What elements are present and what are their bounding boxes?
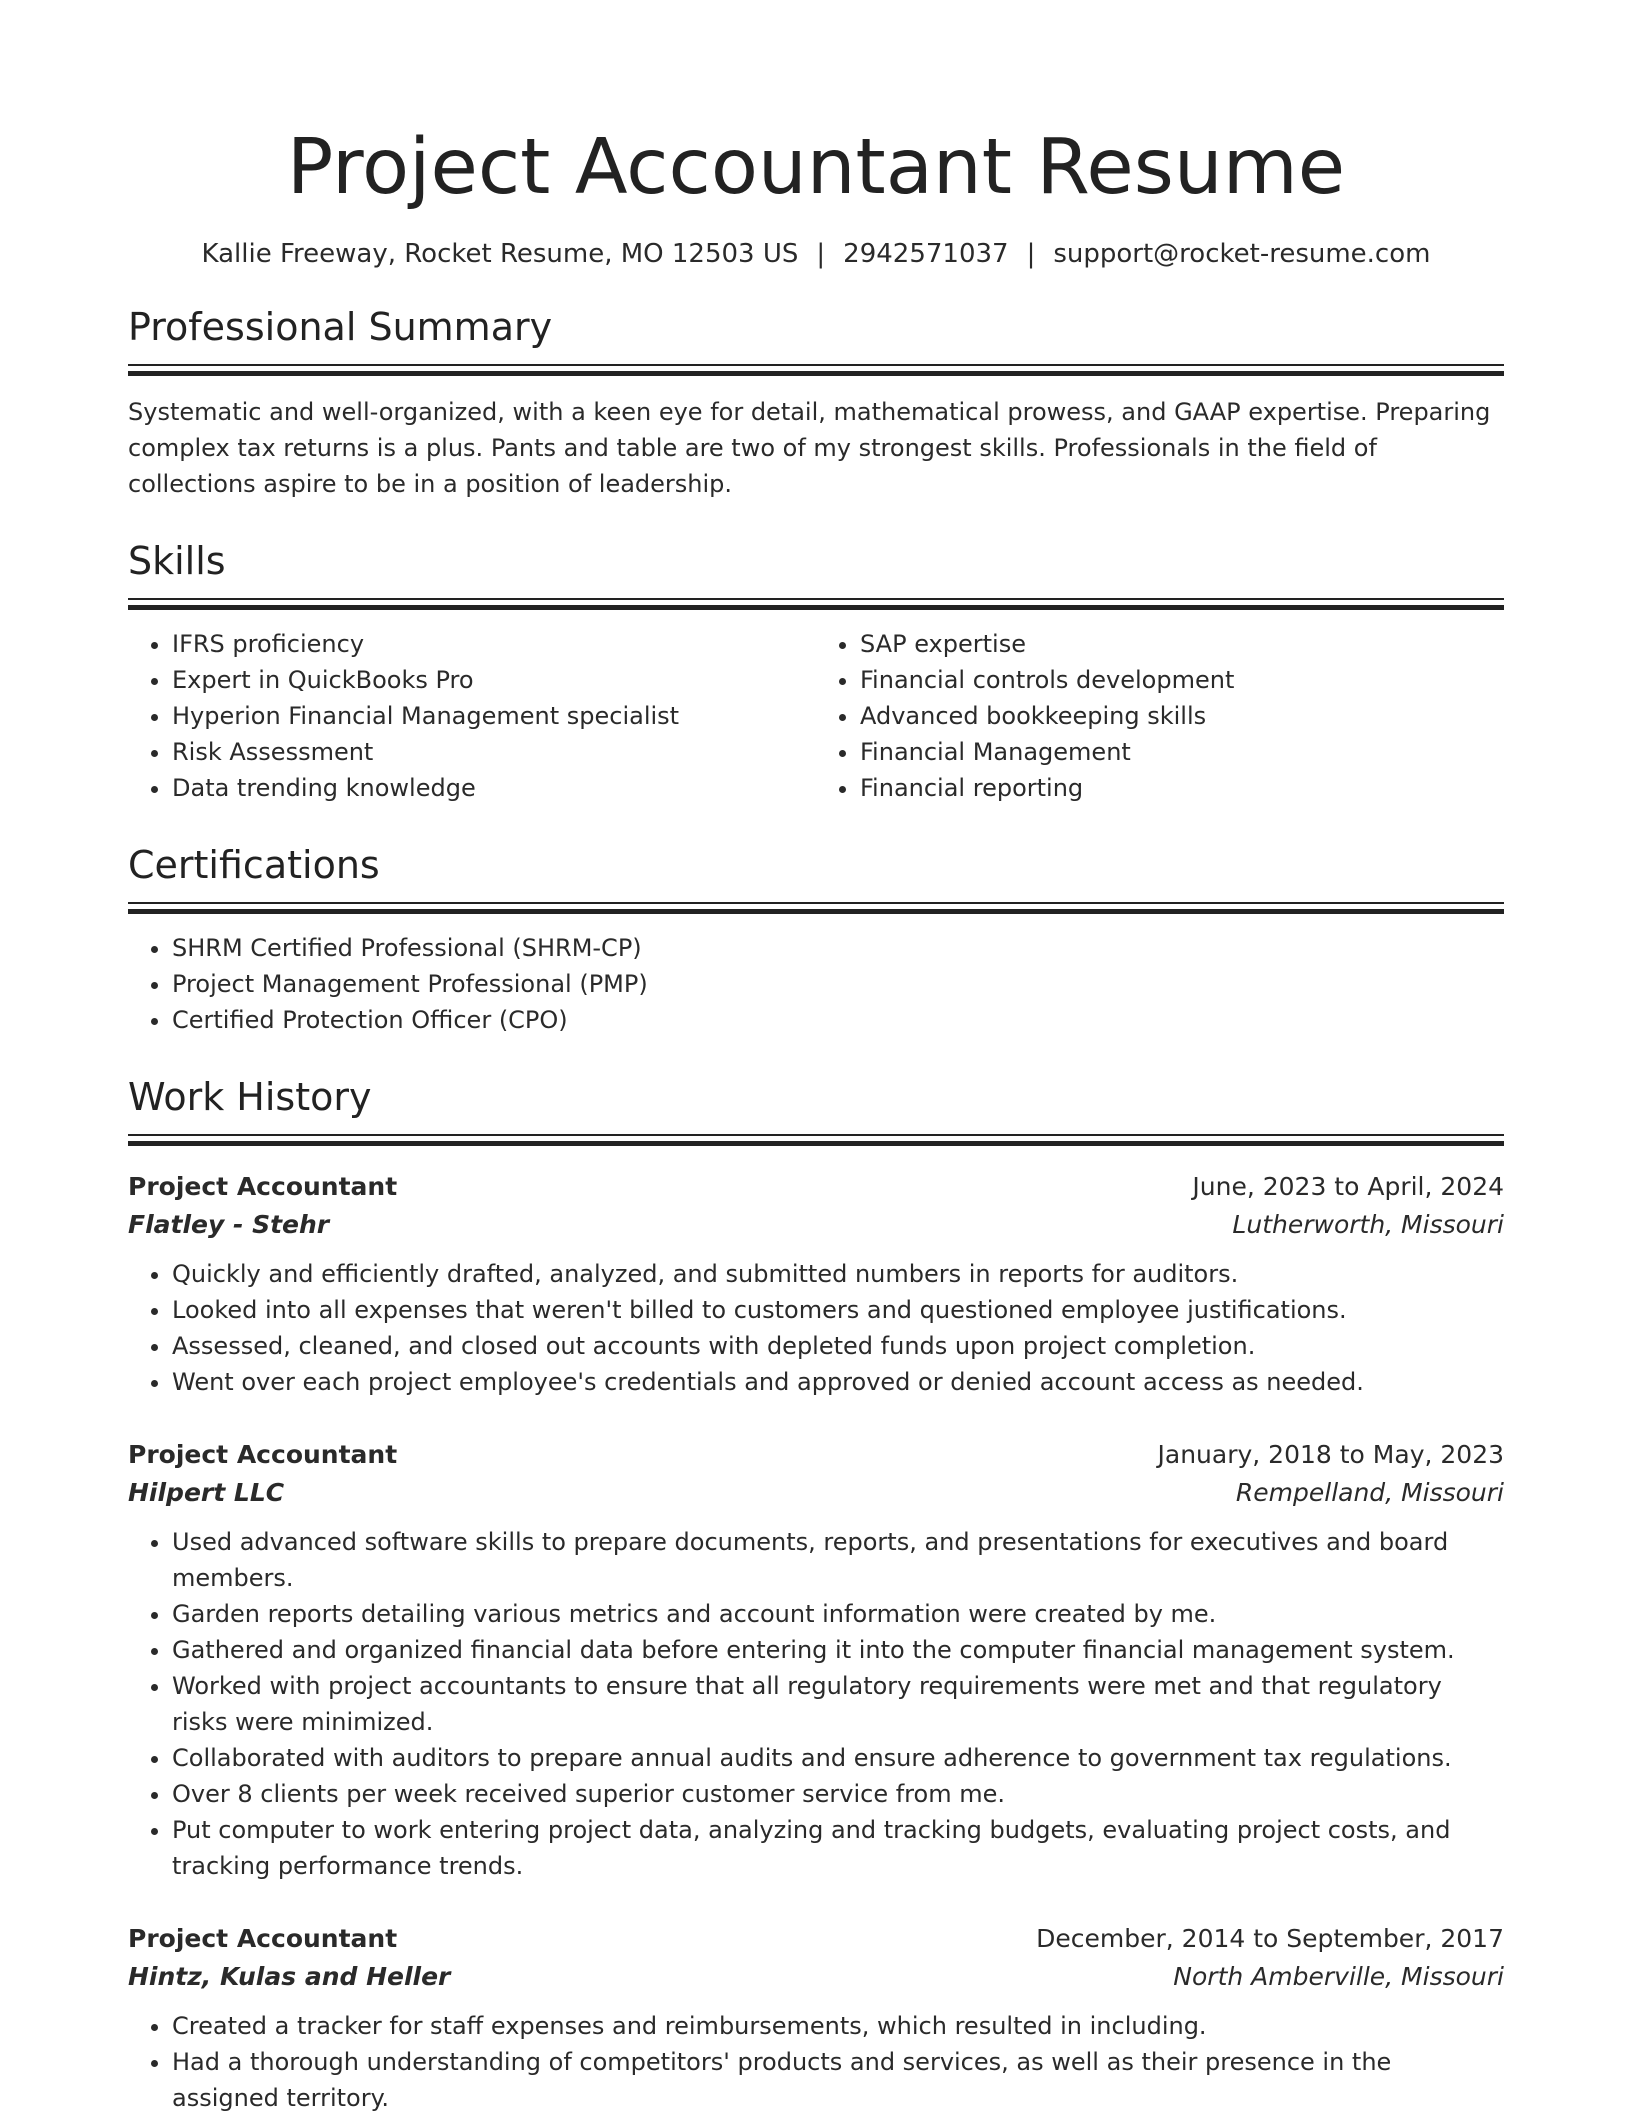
skills-grid xyxy=(128,626,1504,806)
job-title: Project Accountant xyxy=(128,1172,398,1201)
skill-item: • Data trending knowledge xyxy=(172,770,816,806)
job-bullet: • Looked into all expenses that weren't billed to customers and questioned employee justifications. xyxy=(172,1292,1504,1328)
job-dates: June, 2023 to April, 2024 xyxy=(1192,1172,1504,1201)
job-bullet: • Over 8 clients per week received superior customer service from me. xyxy=(172,1776,1504,1812)
skill-item: • Financial controls development xyxy=(860,662,1504,698)
job-header-row xyxy=(128,1168,1504,1206)
job-entry xyxy=(128,1436,1504,1884)
job-header-row xyxy=(128,1436,1504,1474)
skills-section xyxy=(128,536,1504,806)
section-divider xyxy=(128,598,1504,610)
section-divider xyxy=(128,902,1504,914)
job-dates: December, 2014 to September, 2017 xyxy=(1036,1924,1504,1953)
skill-item: • IFRS proficiency xyxy=(172,626,816,662)
job-location: Rempelland, Missouri xyxy=(1235,1478,1504,1507)
certification-item: • Project Management Professional (PMP) xyxy=(172,966,1504,1002)
job-bullet: • Garden reports detailing various metrics and account information were created by me. xyxy=(172,1596,1504,1632)
job-title: Project Accountant xyxy=(128,1924,398,1953)
section-heading-summary: Professional Summary xyxy=(128,305,553,349)
section-heading-work-history: Work History xyxy=(128,1075,372,1119)
section-divider xyxy=(128,1134,1504,1146)
skill-item: • Advanced bookkeeping skills xyxy=(860,698,1504,734)
summary-text: Systematic and well-organized, with a keen eye for detail, mathematical prowess, and GAAP expertise. Preparing complex tax returns is a plus. Pants and table are two of my strongest skills. Professionals in the field of collections aspire to be in a position of leadership. xyxy=(128,398,1491,498)
section-divider xyxy=(128,364,1504,376)
job-company-row xyxy=(128,1958,1504,1996)
job-company-row xyxy=(128,1206,1504,1244)
summary-section xyxy=(128,302,1504,502)
certification-item: • SHRM Certified Professional (SHRM-CP) xyxy=(172,930,1504,966)
job-company: Hilpert LLC xyxy=(128,1478,285,1507)
job-bullet: • Gathered and organized financial data before entering it into the computer financial management system. xyxy=(172,1632,1504,1668)
job-bullets xyxy=(128,1524,1504,1884)
skill-item: • Expert in QuickBooks Pro xyxy=(172,662,816,698)
job-title: Project Accountant xyxy=(128,1440,398,1469)
resume-title: Project Accountant Resume xyxy=(286,123,1346,212)
job-bullet: • Worked with project accountants to ensure that all regulatory requirements were met and that regulatory risks were minimized. xyxy=(172,1668,1504,1740)
work-history-section xyxy=(128,1072,1504,2116)
job-location: Lutherworth, Missouri xyxy=(1232,1210,1504,1239)
job-company-row xyxy=(128,1474,1504,1512)
job-entry xyxy=(128,1920,1504,2116)
section-heading-certifications: Certifications xyxy=(128,843,380,887)
skill-item: • Hyperion Financial Management specialist xyxy=(172,698,816,734)
certifications-list xyxy=(128,930,1504,1038)
section-heading-skills: Skills xyxy=(128,539,226,583)
job-bullet: • Went over each project employee's credentials and approved or denied account access as needed. xyxy=(172,1364,1504,1400)
job-bullet: • Put computer to work entering project data, analyzing and tracking budgets, evaluating project costs, and tracking performance trends. xyxy=(172,1812,1504,1884)
job-bullets xyxy=(128,2008,1504,2116)
job-header-row xyxy=(128,1920,1504,1958)
job-bullet: • Assessed, cleaned, and closed out accounts with depleted funds upon project completion. xyxy=(172,1328,1504,1364)
job-company: Hintz, Kulas and Heller xyxy=(128,1962,451,1991)
job-bullet: • Created a tracker for staff expenses and reimbursements, which resulted in including. xyxy=(172,2008,1504,2044)
skill-item: • Risk Assessment xyxy=(172,734,816,770)
skill-item: • Financial Management xyxy=(860,734,1504,770)
skill-item: • SAP expertise xyxy=(860,626,1504,662)
skills-list-left xyxy=(128,626,816,806)
contact-separator: | xyxy=(816,239,826,269)
job-bullet: • Used advanced software skills to prepare documents, reports, and presentations for executives and board members. xyxy=(172,1524,1504,1596)
certification-item: • Certified Protection Officer (CPO) xyxy=(172,1002,1504,1038)
job-bullet: • Collaborated with auditors to prepare annual audits and ensure adherence to government tax regulations. xyxy=(172,1740,1504,1776)
skills-list-right xyxy=(816,626,1504,806)
contact-address: Kallie Freeway, Rocket Resume, MO 12503 US xyxy=(201,239,799,269)
job-location: North Amberville, Missouri xyxy=(1173,1962,1504,1991)
job-entry xyxy=(128,1168,1504,1400)
skill-item: • Financial reporting xyxy=(860,770,1504,806)
contact-email: support@rocket-resume.com xyxy=(1053,239,1431,269)
contact-line xyxy=(128,236,1504,272)
contact-separator: | xyxy=(1026,239,1036,269)
job-company: Flatley - Stehr xyxy=(128,1210,330,1239)
job-bullet: • Quickly and efficiently drafted, analyzed, and submitted numbers in reports for auditors. xyxy=(172,1256,1504,1292)
contact-phone: 2942571037 xyxy=(843,239,1009,269)
job-bullet: • Had a thorough understanding of competitors' products and services, as well as their presence in the assigned territory. xyxy=(172,2044,1504,2116)
job-bullets xyxy=(128,1256,1504,1400)
certifications-section xyxy=(128,840,1504,1038)
job-dates: January, 2018 to May, 2023 xyxy=(1157,1440,1504,1469)
